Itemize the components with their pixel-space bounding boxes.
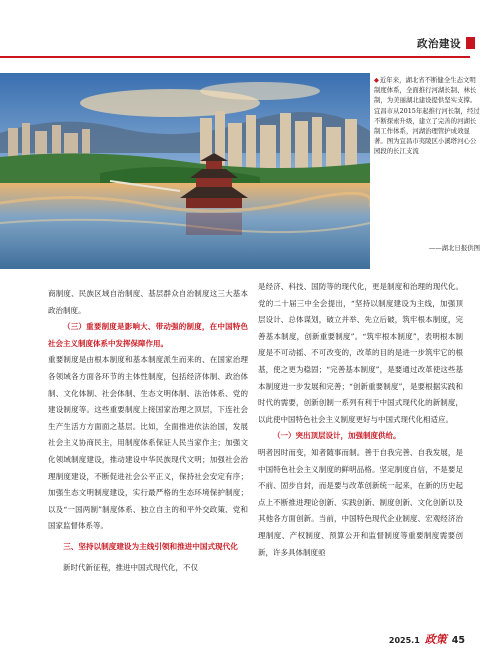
page-number: 45: [451, 635, 465, 646]
page-footer: [389, 631, 465, 647]
paragraph: 商制度、民族区域自治制度、基层群众自治制度这三大基本政治制度。: [48, 289, 248, 315]
photo-caption: [374, 75, 480, 157]
caption-credit: ——湖北日报供图: [428, 244, 480, 252]
paragraph: 是经济、科技、国防等的现代化，更是制度和治理的现代化。党的二十届三中全会提出，“坚持以制度建设为主线，加强顶层设计、总体谋划，破立并举、先立后破，筑牢根本制度，完善基本制度，创新重要制度”。“筑牢根本制度”，表明根本制度是不可动摇、不可改变的，改革的目的是进一步筑牢它的根基，使之更为稳固；“完善基本制度”，是要通过改革使这些基本制度进一步发展和完善；“创新重要制度”，是要根据实践和时代的需要，创新创制一系列有利于中国式现代化的新制度，以此使中国特色社会主义制度更好与中国式现代化相适应。: [258, 282, 463, 424]
paragraph: 明者因时而变，知者随事而制。善于自我完善、自我发展，是中国特色社会主义制度的鲜明品格。坚定制度自信，不是要足不前、固步自封，而是要与改革创新统一起来，在新的历史起点上不断推进理论创新、实践创新、制度创新、文化创新以及其他各方面创新。当前，中国特色现代企业制度、宏观经济治理制度、产权制度、预算公开和监督制度等重要制度需要创新，许多具体制度亟: [258, 447, 463, 557]
section-header: [417, 33, 475, 53]
caption-text: 近年来，湖北省不断健全生态文明制度体系，全面推行河湖长制、林长制，为美丽湖北建设提供坚实支撑。宜昌市从2015年起推行河长制，经过不断探索升级，建立了完善的河湖长制工作体系，河湖治理管护成效显著。图为宜昌市夷陵区小溪塔河心公园段的长江支流: [374, 76, 480, 156]
caption-marker-icon: ◆: [374, 76, 379, 84]
photo-illustration: [0, 73, 370, 269]
right-column: [258, 279, 463, 561]
sub-heading: （三）重要制度是影响大、带动强的制度，在中国特色社会主义制度体系中发挥保障作用。: [48, 322, 248, 348]
section-marker: [466, 37, 475, 49]
paragraph: 新时代新征程，推进中国式现代化，不仅: [63, 562, 198, 572]
magazine-logo: 政策: [424, 633, 447, 646]
left-column: [48, 286, 248, 576]
section-title: 政治建设: [417, 37, 461, 50]
section-heading: 三、坚持以制度建设为主线引领和推进中国式现代化: [63, 541, 238, 551]
paragraph: 重要制度是由根本制度和基本制度派生而来的、在国家治理各领域各方面各环节的主体性制度，包括经济体制、政治体制、文化体制、社会体制、生态文明体制、法治体系、党的建设制度等。这些重要制度上接国家治理之顶层，下连社会生产生活方方面面之基层。比如，全面推进依法治国，发展社会主义协商民主，用制度体系保证人民当家作主；加强文化领域制度建设，推动建设中华民族现代文明；加强社会治理制度建设，不断促进社会公平正义，保持社会安定有序；加强生态文明制度建设，实行最严格的生态环境保护制度；以及“一国两制”制度体系、独立自主的和平外交政策、党和国家监督体系等。: [48, 355, 248, 531]
header-rule: [0, 56, 470, 58]
sub-heading: （一）突出顶层设计，加强制度供给。: [273, 431, 401, 441]
river-park-photo: [0, 73, 370, 269]
issue-date: 2025.1: [388, 636, 420, 645]
